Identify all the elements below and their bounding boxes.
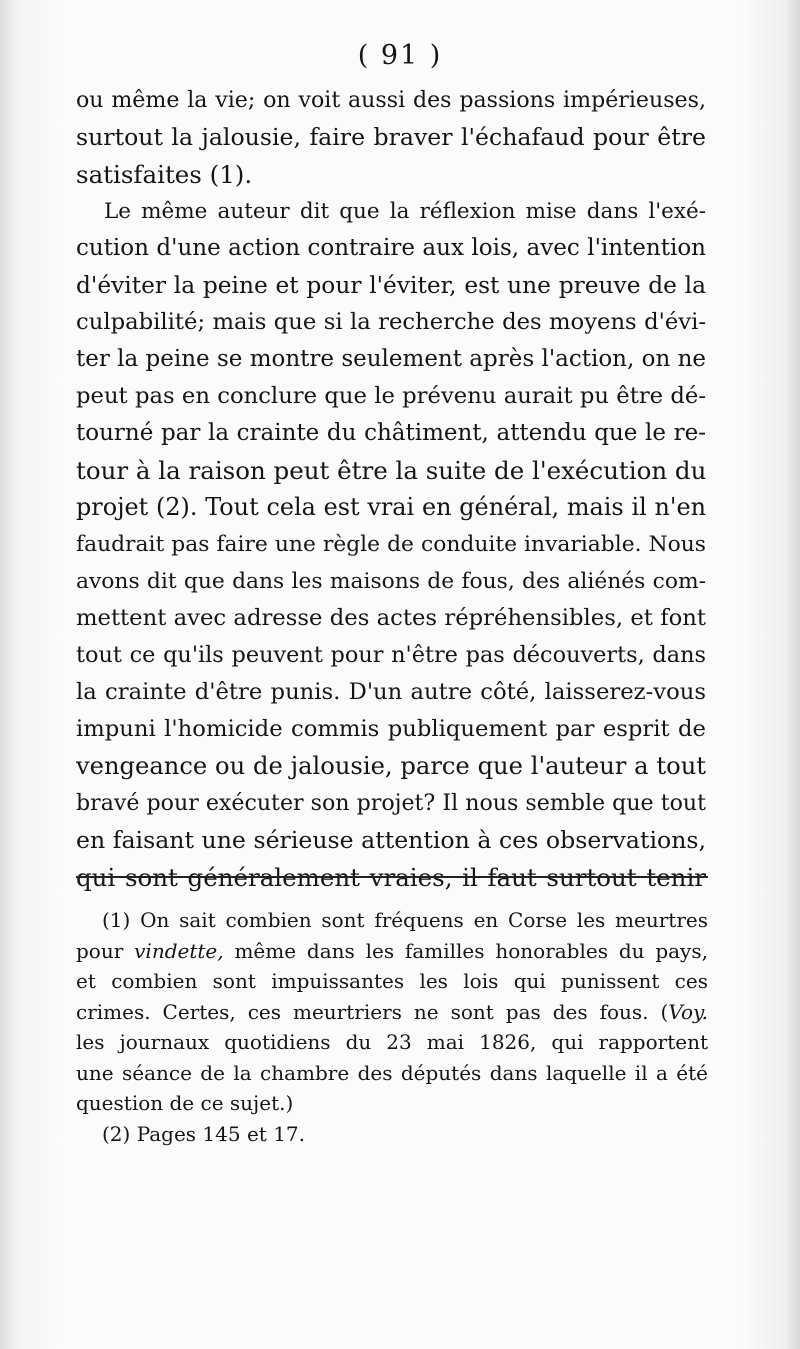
- footnote-text: crimes. Certes, ces meurtriers ne sont pas des fous. (: [76, 999, 669, 1024]
- footnotes: [76, 905, 708, 1149]
- footnote-italic-term: Voy.: [668, 999, 708, 1024]
- text-line: ter la peine se montre seulement après l'action, on ne: [76, 346, 707, 372]
- footnote-1-line: les journaux quotidiens du 23 mai 1826, qui rapportent: [76, 1030, 708, 1054]
- text-line: impuni l'homicide commis publiquement par esprit de: [76, 716, 706, 742]
- text-line: d'éviter la peine et pour l'éviter, est une preuve de la: [76, 272, 706, 299]
- text-line: ou même la vie; on voit aussi des passions impérieuses,: [76, 87, 706, 113]
- page-number: ( 91 ): [357, 40, 443, 71]
- main-text: [76, 82, 706, 896]
- text-line: qui sont généralement vraies, il faut surtout tenir: [76, 863, 706, 892]
- footnote-1-line: question de ce sujet.): [76, 1091, 294, 1115]
- footnote-text: même dans les familles honorables du pays,: [223, 938, 708, 963]
- footnote-1-line: une séance de la chambre des députés dans laquelle il a été: [76, 1060, 708, 1085]
- text-line: tout ce qu'ils peuvent pour n'être pas découverts, dans: [76, 642, 706, 668]
- text-line: satisfaites (1).: [76, 160, 253, 189]
- footnote-1-line: et combien sont impuissantes les lois qui punissent ces: [76, 969, 708, 993]
- footnote-italic-term: vindette,: [134, 938, 224, 963]
- text-line: surtout la jalousie, faire braver l'échafaud pour être: [76, 123, 706, 151]
- text-line: Le même auteur dit que la réflexion mise dans l'exé-: [104, 199, 706, 224]
- text-line: la crainte d'être punis. D'un autre côté, laisserez-vous: [76, 679, 706, 705]
- footnote-1-line: [76, 997, 708, 1028]
- text-line: cution d'une action contraire aux lois, avec l'intention: [76, 235, 706, 261]
- text-line: en faisant une sérieuse attention à ces observations,: [76, 826, 706, 854]
- text-line: avons dit que dans les maisons de fous, des aliénés com-: [76, 569, 706, 594]
- text-line: bravé pour exécuter son projet? Il nous semble que tout: [76, 790, 706, 816]
- text-line: mettent avec adresse des actes répréhensibles, et font: [76, 605, 706, 631]
- footnote-1-line: (1) On sait combien sont fréquens en Corse les meurtres: [102, 908, 708, 932]
- footnote-2: (2) Pages 145 et 17.: [102, 1121, 305, 1146]
- text-line: vengeance ou de jalousie, parce que l'auteur a tout: [76, 752, 706, 780]
- text-line: faudrait pas faire une règle de conduite invariable. Nous: [76, 532, 706, 557]
- text-line: peut pas en conclure que le prévenu aurait pu être dé-: [76, 383, 706, 409]
- text-line: tour à la raison peut être la suite de l'exécution du: [76, 456, 707, 485]
- text-line: projet (2). Tout cela est vrai en général, mais il n'en: [76, 493, 706, 521]
- footnote-1-line: [76, 936, 708, 967]
- footnote-text: pour: [76, 938, 135, 963]
- text-line: tourné par la crainte du châtiment, attendu que le re-: [76, 420, 706, 446]
- text-line: culpabilité; mais que si la recherche des moyens d'évi-: [76, 309, 706, 335]
- footnote-separator-rule: [76, 876, 708, 878]
